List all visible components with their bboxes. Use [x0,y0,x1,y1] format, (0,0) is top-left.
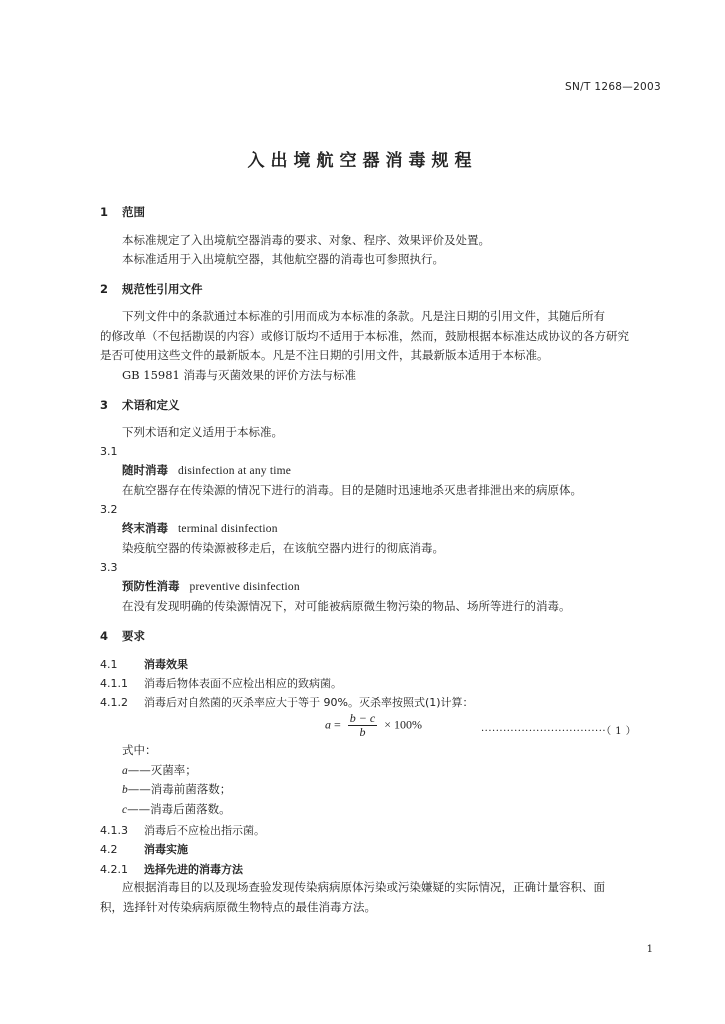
clause-number: 4.2 [100,843,118,856]
term-english: terminal disinfection [178,523,278,535]
clause-number: 3.1 [100,445,118,458]
variable-b [122,783,692,798]
clause-4-1-1 [100,675,342,691]
clause-number: 4.1.3 [100,824,128,837]
variable-symbol: c [122,804,128,816]
where-label: 式中： [122,743,157,757]
document-title: 入出境航空器消毒规程 [247,151,478,171]
clause-number: 3.2 [100,503,118,516]
formula-denominator: b [359,725,366,740]
clause-4-2 [100,841,188,857]
page-number: 1 [646,944,653,955]
term-definition: 染疫航空器的传染源被移走后，在该航空器内进行的彻底消毒。 [122,541,444,555]
section-title: 规范性引用文件 [122,282,203,296]
reference-item: GB 15981 消毒与灭菌效果的评价方法与标准 [122,368,357,382]
variable-desc: ——灭菌率； [127,763,197,777]
variable-symbol: a [122,765,128,777]
paragraph-line: 是否可使用这些文件的最新版本。凡是不注日期的引用文件，其最新版本适用于本标准。 [100,348,549,362]
variable-desc: ——消毒前菌落数； [127,782,232,796]
clause-4-2-1 [100,861,243,877]
clause-number: 4.1 [100,658,118,671]
clause-number: 3.3 [100,561,118,574]
term-3-3 [122,580,692,595]
term-name: 随时消毒 [122,463,168,477]
section-number: 1 [100,205,109,219]
clause-title: 消毒实施 [144,843,188,856]
formula-fraction [348,712,377,739]
clause-4-1 [100,656,188,672]
section-1-heading [100,204,145,220]
term-3-2 [122,522,692,537]
clause-4-1-2 [100,694,474,710]
section-number: 4 [100,629,109,643]
term-definition: 在没有发现明确的传染源情况下，对可能被病原微生物污染的物品、场所等进行的消毒。 [122,599,571,613]
clause-4-1-3 [100,822,265,838]
section-title: 要求 [122,629,145,643]
paragraph-line: 应根据消毒目的以及现场查验发现传染病病原体污染或污染嫌疑的实际情况，正确计量容积、面 [122,880,605,894]
term-english: disinfection at any time [178,465,292,477]
term-english: preventive disinfection [189,581,300,593]
standard-code: SN/T 1268—2003 [565,81,661,93]
formula-number: ··································（ 1 ） [481,726,637,737]
section-number: 2 [100,282,109,296]
clause-title: 消毒效果 [144,658,188,671]
clause-number: 4.2.1 [100,863,128,876]
formula-rhs: × 100% [384,717,422,732]
variable-symbol: b [122,784,128,796]
section-2-heading [100,281,203,297]
clause-text: 消毒后不应检出指示菌。 [144,824,265,837]
section-title: 术语和定义 [122,398,180,412]
variable-desc: ——消毒后菌落数。 [127,802,231,816]
kill-rate-formula [325,712,422,739]
paragraph: 本标准规定了入出境航空器消毒的要求、对象、程序、效果评价及处置。 [122,233,490,247]
term-name: 预防性消毒 [122,579,180,593]
section-4-heading [100,628,145,644]
formula-lhs: a [325,717,331,732]
section-number: 3 [100,398,109,412]
clause-number: 4.1.2 [100,696,128,709]
term-definition: 在航空器存在传染源的情况下进行的消毒。目的是随时迅速地杀灭患者排泄出来的病原体。 [122,483,582,497]
section-title: 范围 [122,205,145,219]
term-name: 终末消毒 [122,521,168,535]
formula-numerator: b − c [349,711,376,725]
paragraph: 下列术语和定义适用于本标准。 [122,425,283,439]
paragraph: 本标准适用于入出境航空器，其他航空器的消毒也可参照执行。 [122,252,444,266]
clause-title: 选择先进的消毒方法 [144,863,243,876]
formula-label: （ 1 ） [606,726,637,737]
clause-text: 消毒后物体表面不应检出相应的致病菌。 [144,677,342,690]
paragraph-line: 下列文件中的条款通过本标准的引用而成为本标准的条款。凡是注日期的引用文件，其随后所有 [122,309,605,323]
variable-a [122,764,692,779]
clause-text: 消毒后对自然菌的灭杀率应大于等于 90%。灭杀率按照式(1)计算： [144,696,474,709]
paragraph-line: 积，选择针对传染病病原微生物特点的最佳消毒方法。 [100,900,376,914]
term-3-1 [122,464,692,479]
variable-c [122,803,692,818]
clause-number: 4.1.1 [100,677,128,690]
formula-equals: = [334,717,341,732]
paragraph-line: 的修改单（不包括勘误的内容）或修订版均不适用于本标准，然而，鼓励根据本标准达成协议的各方研究 [100,329,629,343]
section-3-heading [100,397,180,413]
